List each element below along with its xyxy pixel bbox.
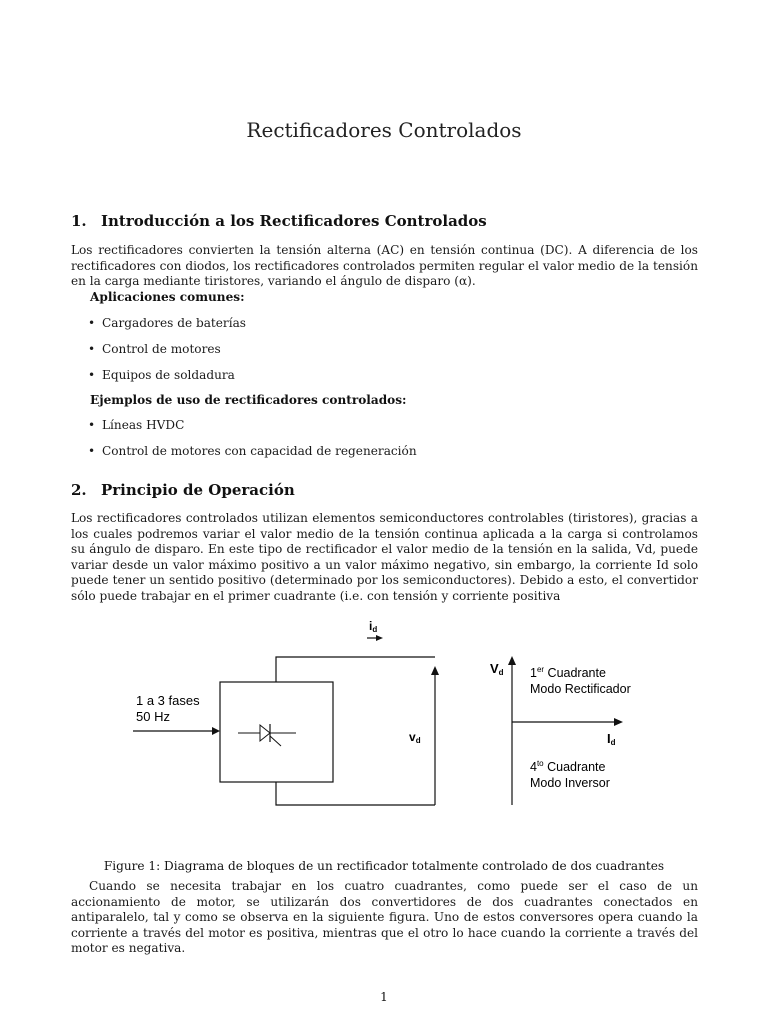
output-bottom-lead [276,782,435,805]
converter-box [220,682,333,782]
rectifier-block-diagram [0,610,768,840]
list-item: • Control de motores con capacidad de regeneración [88,444,417,458]
section-2-heading [71,481,295,499]
closing-paragraph: Cuando se necesita trabajar en los cuatro cuadrantes, como puede ser el caso de un accionamiento de motor, se utilizarán dos convertidores de dos cuadrantes conectados en antiparalelo, tal y como se observa en la siguiente figura. Uno de estos conversores opera cuando la corriente a través del motor es positiva, mientras que el otro lo hace cuando la corriente a través del motor es negativa. [71,879,698,956]
section-1-title: Introducción a los Rectificadores Controlados [101,212,487,230]
section-2-paragraph: Los rectificadores controlados utilizan elementos semiconductores controlables (tiristores), gracias a los cuales podremos variar el valor medio de la tensión continua aplicada a la carga si controlamos su ángulo de disparo. En este tipo de rectificador el valor medio de la tensión en la salida, Vd, puede variar desde un valor máximo positivo a un valor máximo negativo, sin embargo, la corriente Id solo puede tener un sentido positivo (determinado por los semiconductores). Debido a esto, el convertidor sólo puede trabajar en el primer cuadrante (i.e. con tensión y corriente positiva [71,511,698,603]
output-top-lead [276,657,435,682]
quadrant-1-mode: Modo Rectificador [530,682,631,696]
list-item: • Equipos de soldadura [88,368,235,382]
input-arrowhead [212,727,220,735]
voltage-label: vd [409,730,421,745]
input-label-frequency: 50 Hz [136,709,170,724]
list-item: • Líneas HVDC [88,418,185,432]
vd-axis-label: Vd [490,661,504,677]
page-title: Rectificadores Controlados [246,118,522,142]
quadrant-4-label: $4^{to}$ Cuadrante [530,759,606,774]
current-label: id [369,619,378,634]
section-1-heading [71,212,487,230]
thyristor-icon [238,724,296,746]
section-1-paragraph: Los rectificadores convierten la tensión alterna (AC) en tensión continua (DC). A diferencia de los rectificadores con diodos, los rectificadores controlados permiten regular el valor medio de la tensión en la carga mediante tiristores, variando el ángulo de disparo (α). [71,243,698,289]
id-axis-label: Id [607,731,616,747]
applications-heading: Aplicaciones comunes: [90,290,245,304]
quadrant-4-mode: Modo Inversor [530,776,610,790]
section-2-title: Principio de Operación [101,481,295,499]
section-2-number: 2. [71,481,87,499]
input-label-phases: 1 a 3 fases [136,693,200,708]
page-number: 1 [380,990,388,1004]
figure-caption: Figure 1: Diagrama de bloques de un rectificador totalmente controlado de dos cuadrantes [103,859,665,874]
list-item: • Control de motores [88,342,221,356]
examples-heading: Ejemplos de uso de rectificadores controlados: [90,393,407,407]
quadrant-1-label: 1er Cuadrante [530,665,606,680]
section-1-number: 1. [71,212,87,230]
list-item: • Cargadores de baterías [88,316,246,330]
